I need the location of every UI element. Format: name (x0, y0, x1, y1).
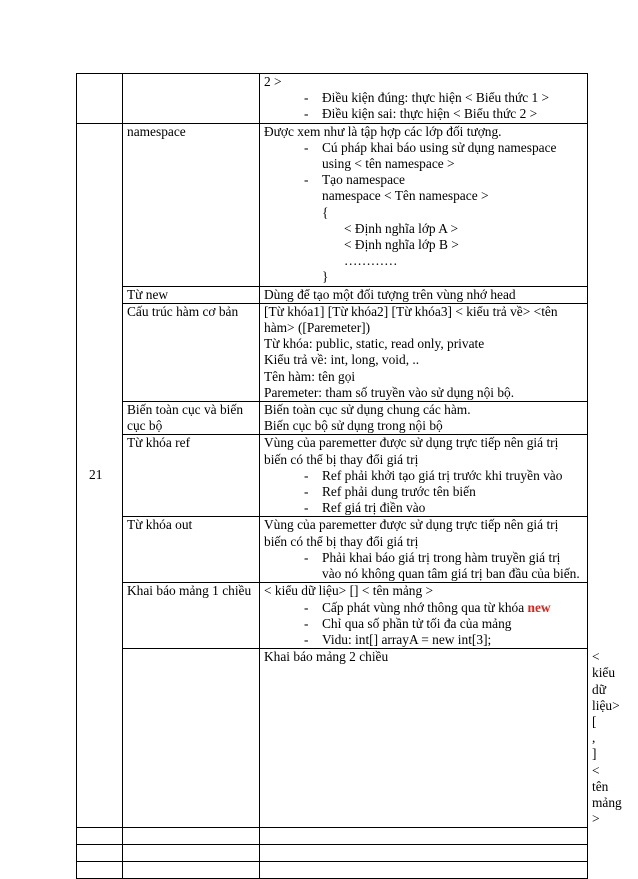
bullet-text: Điều kiện sai: thực hiện < Biểu thức 2 > (322, 106, 538, 122)
empty-cell (260, 828, 588, 845)
bullet-text: Vidu: int[] arrayA = new int[3]; (322, 631, 492, 647)
code-line: using < tên namespace > (322, 156, 455, 172)
table-row (77, 583, 588, 649)
keyword-new-highlight: new (527, 599, 551, 615)
empty-cell (123, 862, 260, 879)
empty-row (77, 828, 588, 845)
description-cell (260, 517, 588, 583)
text-line: Dùng để tạo một đối tượng trên vùng nhớ head (264, 286, 516, 302)
dash-marker: - (304, 549, 309, 565)
term-cell: Cấu trúc hàm cơ bản (123, 303, 260, 401)
term-cell: Từ khóa out (123, 517, 260, 583)
text-line: < kiểu dữ liệu> [] < tên mảng > (264, 583, 434, 599)
bullet-item (264, 172, 583, 188)
term-cell: Khai báo mảng 1 chiều (123, 583, 260, 649)
bullet-text: Ref phải dung trước tên biến (322, 484, 476, 500)
dash-marker: - (304, 500, 309, 516)
description-cell (260, 123, 588, 286)
bullet-item (264, 600, 583, 616)
text-line: Từ khóa: public, static, read only, private (264, 336, 485, 352)
dash-marker: - (304, 106, 309, 122)
code-line: namespace < Tên namespace > (322, 188, 489, 204)
bullet-text: Ref giá trị điền vào (322, 500, 426, 516)
bullet-item (264, 500, 583, 516)
dash-marker: - (304, 631, 309, 647)
code-line: < Định nghĩa lớp B > (344, 237, 459, 253)
bullet-item (264, 616, 583, 632)
dash-marker: - (304, 172, 309, 188)
empty-cell (77, 845, 123, 862)
description-cell (260, 583, 588, 649)
empty-cell (77, 862, 123, 879)
bullet-item (264, 484, 583, 500)
bullet-item (264, 468, 583, 484)
empty-cell (123, 845, 260, 862)
bullet-item (264, 550, 583, 582)
description-cell (260, 286, 588, 303)
table-row (77, 286, 588, 303)
bullet-text: Tạo namespace (322, 172, 405, 188)
table-row (77, 402, 588, 435)
empty-row (77, 862, 588, 879)
text-line: Biến toàn cục sử dụng chung các hàm. (264, 402, 471, 418)
code-line: { (322, 204, 329, 220)
text-line: [Từ khóa1] [Từ khóa2] [Từ khóa3] < kiểu trả về> <tên hàm> ([Paremeter]) (264, 303, 558, 336)
bullet-text: Chỉ qua số phần tử tối đa của mảng (322, 615, 512, 631)
text-line: Kiểu trả về: int, long, void, .. (264, 352, 420, 368)
empty-cell (77, 828, 123, 845)
notes-table (76, 73, 622, 879)
text-line: Paremeter: tham số truyền vào sử dụng nội bộ. (264, 384, 515, 400)
row-number-cell (123, 649, 260, 828)
description-cell (260, 303, 588, 401)
code-line: } (322, 269, 329, 285)
text-line: Tên hàm: tên gọi (264, 368, 356, 384)
empty-cell (260, 845, 588, 862)
term-cell: Từ new (123, 286, 260, 303)
term-cell: Từ khóa ref (123, 435, 260, 517)
empty-cell (123, 828, 260, 845)
text-line: Biến cục bộ sử dụng trong nội bộ (264, 418, 443, 434)
term-cell (123, 74, 260, 124)
dash-marker: - (304, 615, 309, 631)
text-line: Vùng của paremetter được sử dụng trực tiếp nên giá trị biến có thể bị thay đổi giá trị (264, 435, 559, 467)
term-cell: Khai báo mảng 2 chiều (260, 649, 588, 828)
bullet-item (264, 632, 583, 648)
text-line: 2 > (264, 74, 282, 89)
row-number-cell: 21 (77, 123, 123, 828)
bullet-text: Cú pháp khai báo using sử dụng namespace (322, 139, 557, 155)
bullet-text (322, 600, 583, 616)
term-cell: Biến toàn cục và biến cục bộ (123, 402, 260, 435)
term-cell: namespace (123, 123, 260, 286)
dash-marker: - (304, 90, 309, 106)
dash-marker: - (304, 139, 309, 155)
empty-row (77, 845, 588, 862)
description-cell (260, 74, 588, 124)
bullet-item (264, 106, 583, 122)
bullet-text-part: Cấp phát vùng nhớ thông qua từ khóa (322, 599, 528, 615)
description-cell (260, 435, 588, 517)
table-row (77, 517, 588, 583)
description-cell (260, 402, 588, 435)
table-row: Khai báo mảng 2 chiều < kiểu dữ liệu> [ , ] < tên mảng > (77, 649, 588, 828)
table-row (77, 74, 588, 124)
bullet-text: Ref phải khởi tạo giá trị trước khi truyền vào (322, 467, 563, 483)
dash-marker: - (304, 484, 309, 500)
text-line: Được xem như là tập hợp các lớp đối tượng. (264, 123, 502, 139)
code-line: ………… (344, 253, 398, 269)
bullet-text: Phải khai báo giá trị trong hàm truyền giá trị vào nó không quan tâm giá trị ban đầu của biến. (322, 549, 580, 582)
table-row (77, 435, 588, 517)
bullet-item (264, 140, 583, 156)
text-line: Vùng của paremetter được sử dụng trực tiếp nên giá trị biến có thể bị thay đổi giá trị (264, 517, 559, 549)
dash-marker: - (304, 467, 309, 483)
dash-marker: - (304, 599, 309, 615)
row-number-cell (77, 74, 123, 124)
table-row (77, 123, 588, 286)
code-line: < Định nghĩa lớp A > (344, 220, 459, 236)
empty-cell (260, 862, 588, 879)
table-row (77, 303, 588, 401)
bullet-text: Điều kiện đúng: thực hiện < Biểu thức 1 > (322, 90, 550, 106)
bullet-item (264, 90, 583, 106)
